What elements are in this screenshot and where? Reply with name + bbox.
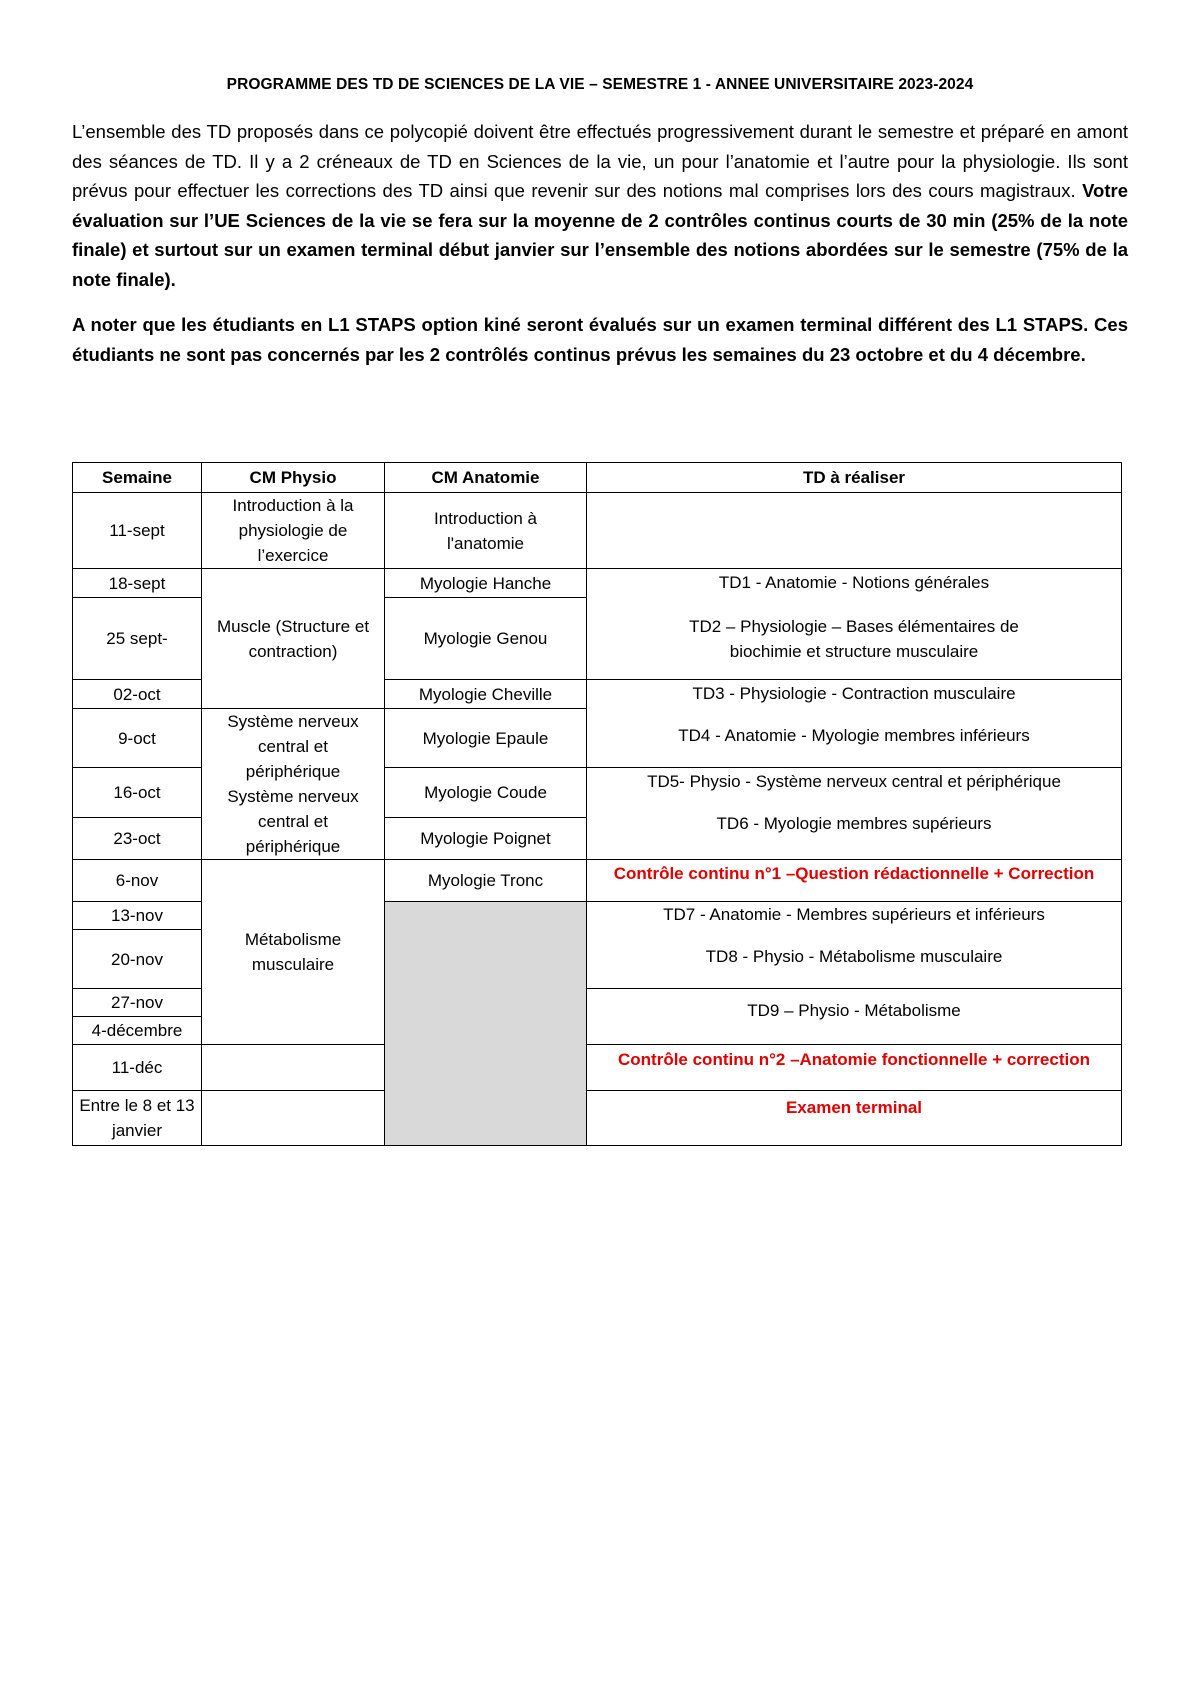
week-cell: 27-nov [73, 989, 202, 1017]
table-header-row [73, 463, 1122, 493]
anatomie-cell: Myologie Epaule [385, 709, 587, 768]
physio-cell: Introduction à la physiologie de l’exercice [202, 493, 385, 569]
td5-text: TD5- Physio - Système nerveux central et périphérique [647, 772, 1061, 791]
header-cm-anatomie: CM Anatomie [385, 463, 587, 493]
anatomie-cell: Myologie Cheville [385, 680, 587, 709]
td7-text: TD7 - Anatomie - Membres supérieurs et inférieurs [663, 905, 1045, 924]
week-cell: 6-nov [73, 860, 202, 902]
anatomie-cell: Myologie Genou [385, 598, 587, 680]
week-cell: 25 sept- [73, 598, 202, 680]
exam-cell: Examen terminal [587, 1091, 1122, 1146]
physio-cell-empty [202, 1091, 385, 1146]
physio-cell: Système nerveux central et périphérique Système nerveux central et périphérique [202, 709, 385, 860]
schedule-table [72, 462, 1122, 1146]
td2-text: TD2 – Physiologie – Bases élémentaires de biochimie et structure musculaire [689, 617, 1019, 661]
td-cell-empty [587, 493, 1122, 569]
td6-text: TD6 - Myologie membres supérieurs [716, 814, 992, 833]
anatomie-cell: Myologie Tronc [385, 860, 587, 902]
header-semaine: Semaine [73, 463, 202, 493]
td8-text: TD8 - Physio - Métabolisme musculaire [705, 947, 1003, 966]
intro-paragraph [72, 117, 1128, 294]
td-cell [587, 569, 1122, 680]
td-cell [587, 902, 1122, 989]
week-cell: 16-oct [73, 768, 202, 818]
week-cell: 4-décembre [73, 1017, 202, 1045]
td-cell [587, 680, 1122, 768]
week-cell: 20-nov [73, 930, 202, 989]
intro-text: L’ensemble des TD proposés dans ce polycopié doivent être effectués progressivement durant le semestre et préparé en amont des séances de TD. Il y a 2 créneaux de TD en Sciences de la vie, un pour l’anatomie et l’autre pour la physiologie. Ils sont prévus pour effectuer les corrections des TD ainsi que revenir sur des notions mal comprises lors des cours magistraux. [72, 121, 1128, 201]
week-cell: 23-oct [73, 818, 202, 860]
week-cell: 11-déc [73, 1045, 202, 1091]
table-row [73, 1045, 1122, 1091]
cc1-cell: Contrôle continu n°1 –Question rédactionnelle + Correction [587, 860, 1122, 902]
evaluation-text: Votre évaluation sur l’UE Sciences de la vie se fera sur la moyenne de 2 contrôles continus courts de 30 min (25% de la note finale) et surtout sur un examen terminal début janvier sur l’ensemble des notions abordées sur le semestre (75% de la note finale). [72, 180, 1128, 290]
td4-text: TD4 - Anatomie - Myologie membres inférieurs [678, 726, 1030, 745]
anatomie-cell: Myologie Hanche [385, 569, 587, 598]
header-cm-physio: CM Physio [202, 463, 385, 493]
physio-cell: Métabolisme musculaire [202, 860, 385, 1045]
table-row [73, 569, 1122, 598]
table-row [73, 1091, 1122, 1146]
anatomie-cell: Myologie Coude [385, 768, 587, 818]
table-row [73, 860, 1122, 902]
table-row [73, 493, 1122, 569]
page-title: PROGRAMME DES TD DE SCIENCES DE LA VIE – SEMESTRE 1 - ANNEE UNIVERSITAIRE 2023-2024 [226, 76, 974, 93]
week-cell: 11-sept [73, 493, 202, 569]
anatomie-empty-gray-cell [385, 902, 587, 1146]
week-cell: Entre le 8 et 13 janvier [73, 1091, 202, 1146]
week-cell: 02-oct [73, 680, 202, 709]
physio-cell: Muscle (Structure et contraction) [202, 569, 385, 709]
week-cell: 18-sept [73, 569, 202, 598]
td1-text: TD1 - Anatomie - Notions générales [718, 573, 990, 592]
anatomie-cell: Introduction à l'anatomie [385, 493, 587, 569]
week-cell: 13-nov [73, 902, 202, 930]
week-cell: 9-oct [73, 709, 202, 768]
td-cell [587, 768, 1122, 860]
td9-cell: TD9 – Physio - Métabolisme [587, 989, 1122, 1045]
td3-text: TD3 - Physiologie - Contraction musculaire [692, 684, 1016, 703]
header-td: TD à réaliser [587, 463, 1122, 493]
cc2-cell: Contrôle continu n°2 –Anatomie fonctionnelle + correction [587, 1045, 1122, 1091]
physio-cell-empty [202, 1045, 385, 1091]
anatomie-cell: Myologie Poignet [385, 818, 587, 860]
kine-note-paragraph: A noter que les étudiants en L1 STAPS option kiné seront évalués sur un examen terminal différent des L1 STAPS. Ces étudiants ne sont pas concernés par les 2 contrôlés continus prévus les semaines du 23 octobre et du 4 décembre. [72, 314, 1128, 365]
